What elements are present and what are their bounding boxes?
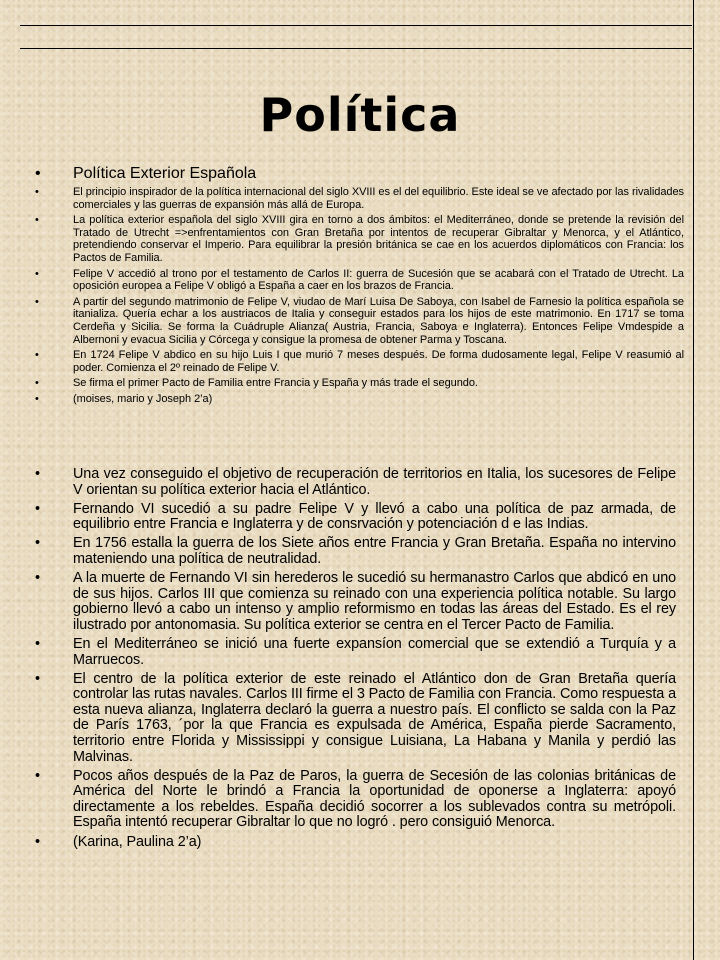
bullet: • <box>35 500 40 517</box>
list-item <box>35 377 684 390</box>
bullet: • <box>35 833 40 850</box>
list-item-text: En 1756 estalla la guerra de los Siete años entre Francia y Gran Bretaña. España no intervino mateniendo una política de neutralidad. <box>73 535 676 567</box>
list-item <box>35 214 684 264</box>
bullet: • <box>35 349 39 362</box>
list-item-text: Felipe V accedió al trono por el testamento de Carlos II: guerra de Sucesión que se acabará con el Tratado de Utrecht. La oposición europea a Felipe V obligó a España a caer en los brazos de Francia. <box>73 267 684 293</box>
authors-note <box>35 833 676 851</box>
list-item <box>35 295 684 346</box>
list-item-text: Se firma el primer Pacto de Familia entre Francia y España y más trade el segundo. <box>73 377 478 390</box>
list-item <box>35 466 676 498</box>
bullet: • <box>35 165 41 182</box>
list-item <box>35 535 676 567</box>
authors-note-text: (Karina, Paulina 2’a) <box>73 833 202 850</box>
list-item-text: Fernando VI sucedió a su padre Felipe V y llevó a cabo una política de paz armada, de equilibrio entre Francia e Inglaterra y de consrvación y potenciación d e las Indias. <box>73 500 676 533</box>
list-item-text: En el Mediterráneo se inició una fuerte expansíon comercial que se extendió a Turquía y a Marruecos. <box>73 635 676 668</box>
list-item-text: Pocos años después de la Paz de Paros, la guerra de Secesión de las colonias británicas de América del Norte le brindó a Francia la oportunidad de oponerse a Inglaterra: apoyó directamente a los rebeldes. España decidió socorrer a los sublevados contra su metrópoli. España intentó recuperar Gibraltar lo que no logró . pero consiguió Menorca. <box>73 767 676 831</box>
bullet: • <box>35 635 40 652</box>
list-item-text: A partir del segundo matrimonio de Felipe V, viudao de Marí Luisa De Saboya, con Isabel de Farnesio la política española se itanializa. Quería echar a los austriacos de Italia y conseguir estados para los hijos de este matrimonio. En 1717 se toma Cerdeña y Sicilia. Se forma la Cuádruple Alianza( Austria, Francia, Saboya e Inglaterra). Entonces Felipe Vmdespide a Albernoni y evacua Sicilia y Córcega y consigue la promesa de obtener Parma y Toscana. <box>73 295 684 346</box>
list-item <box>35 570 676 633</box>
list-item-text: El principio inspirador de la política internacional del siglo XVIII es el del equilibrio. Este ideal se ve afectado por las rivalidades comerciales y las guerras de expansión más allá de Europa. <box>73 186 684 211</box>
second-rule <box>20 48 692 49</box>
bullet: • <box>35 267 39 280</box>
section-1-heading <box>35 164 684 184</box>
bullet: • <box>35 535 40 552</box>
list-item <box>35 349 684 374</box>
bullet: • <box>35 670 40 687</box>
list-item <box>35 670 676 766</box>
page-title: Política <box>259 88 461 142</box>
right-vertical-rule <box>693 0 694 960</box>
section-1-list <box>35 164 684 409</box>
section-1-heading-text: Política Exterior Española <box>73 165 257 182</box>
list-item <box>35 635 676 668</box>
list-item-text: A la muerte de Fernando VI sin herederos le sucedió su hermanastro Carlos que abdicó en uno de sus hijos. Carlos III que comienza su reinado con una experiencia política notable. Su largo gobierno llevó a cabo un intenso y amplio reformismo en todas las áreas del Estado. Es el rey ilustrado por antonomasia. Su política exterior se centra en el Tercer Pacto de Familia. <box>73 570 676 633</box>
bullet: • <box>35 214 39 227</box>
list-item <box>35 186 684 211</box>
list-item-text: El centro de la política exterior de este reinado el Atlántico don de Gran Bretaña quería controlar las rutas navales. Carlos III firme el 3 Pacto de Familia con Francia. Como respuesta a esta nueva alianza, Inglaterra declaró la guerra a nuestro país. El conflicto se salda con la Paz de París 1763, ´por la que Francia es expulsada de América, España pierde Sacramento, territorio entre Florida y Mississippi y consigue Luisiana, La Habana y Manila y perdió las Malvinas. <box>73 670 676 765</box>
authors-note <box>35 392 684 406</box>
list-item <box>35 500 676 533</box>
bullet: • <box>35 295 39 308</box>
list-item <box>35 767 676 831</box>
bullet: • <box>35 186 39 198</box>
bullet: • <box>35 570 40 587</box>
authors-note-text: (moises, mario y Joseph 2’a) <box>73 392 213 405</box>
bullet: • <box>35 767 40 784</box>
bullet: • <box>35 377 39 390</box>
list-item-text: En 1724 Felipe V abdico en su hijo Luis I que murió 7 meses después. De forma dudosamente legal, Felipe V reasumió al poder. Comienza el 2º reinado de Felipe V. <box>73 349 684 374</box>
top-rule <box>20 25 692 26</box>
list-item-text: La política exterior española del siglo XVIII gira en torno a dos ámbitos: el Mediterráneo, donde se pretende la revisión del Tratado de Utrecht =>enfrentamientos con Gran Bretaña por intentos de recuperar Gibraltar y Menorca, y el Atlántico, pretendiendo conservar el Imperio. Para equilibrar la presión británica se cae en los acuerdos diplomáticos con Francia: los Pactos de Familia. <box>73 214 684 264</box>
list-item <box>35 267 684 293</box>
bullet: • <box>35 466 40 482</box>
section-2-list <box>35 466 676 854</box>
bullet: • <box>35 392 39 405</box>
list-item-text: Una vez conseguido el objetivo de recuperación de territorios en Italia, los sucesores de Felipe V orientan su política exterior hacia el Atlántico. <box>73 466 676 498</box>
